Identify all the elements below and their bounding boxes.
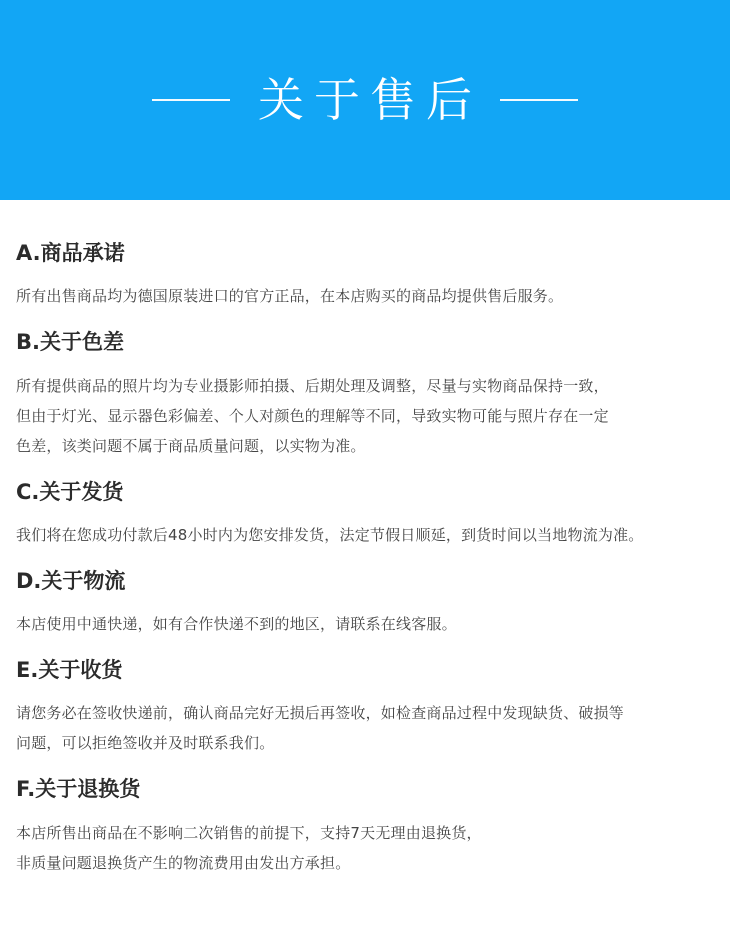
section-body [16, 520, 714, 550]
section-line: 但由于灯光、显示器色彩偏差、个人对颜色的理解等不同，导致实物可能与照片存在一定 [16, 406, 609, 425]
section-line: 本店使用中通快递，如有合作快递不到的地区，请联系在线客服。 [16, 615, 457, 634]
section-line: 色差，该类问题不属于商品质量问题，以实物为准。 [16, 436, 366, 455]
section-line: 本店所售出商品在不影响二次销售的前提下，支持7天无理由退换货， [16, 823, 482, 842]
section-heading: D.关于物流 [16, 568, 126, 593]
banner-inner [152, 73, 578, 127]
banner-right-rule [500, 99, 578, 101]
banner-left-rule [152, 99, 230, 101]
section-heading: C.关于发货 [16, 479, 124, 504]
section-line: 我们将在您成功付款后48小时内为您安排发货，法定节假日顺延，到货时间以当地物流为准。 [16, 525, 644, 544]
section-body [16, 818, 714, 878]
content-area [0, 200, 730, 878]
section-line: 请您务必在签收快递前，确认商品完好无损后再签收，如检查商品过程中发现缺货、破损等 [16, 704, 625, 723]
page-banner [0, 0, 730, 200]
section-heading: F.关于退换货 [16, 777, 141, 802]
section-returns-exchanges [16, 776, 714, 877]
section-line: 所有提供商品的照片均为专业摄影师拍摄、后期处理及调整，尽量与实物商品保持一致， [16, 376, 609, 395]
section-heading: A.商品承诺 [16, 241, 125, 265]
section-heading: B.关于色差 [16, 330, 124, 355]
section-receiving [16, 657, 714, 758]
section-color-difference [16, 329, 714, 460]
section-shipping [16, 479, 714, 550]
section-heading: E.关于收货 [16, 658, 123, 683]
section-line: 问题，可以拒绝签收并及时联系我们。 [16, 734, 275, 753]
page-title: 关于售后 [258, 73, 482, 127]
section-body [16, 609, 714, 639]
section-body [16, 371, 714, 461]
section-logistics [16, 568, 714, 639]
section-product-promise [16, 240, 714, 311]
section-body [16, 698, 714, 758]
section-body [16, 281, 714, 311]
section-line: 所有出售商品均为德国原装进口的官方正品，在本店购买的商品均提供售后服务。 [16, 287, 564, 306]
section-line: 非质量问题退换货产生的物流费用由发出方承担。 [16, 853, 351, 872]
